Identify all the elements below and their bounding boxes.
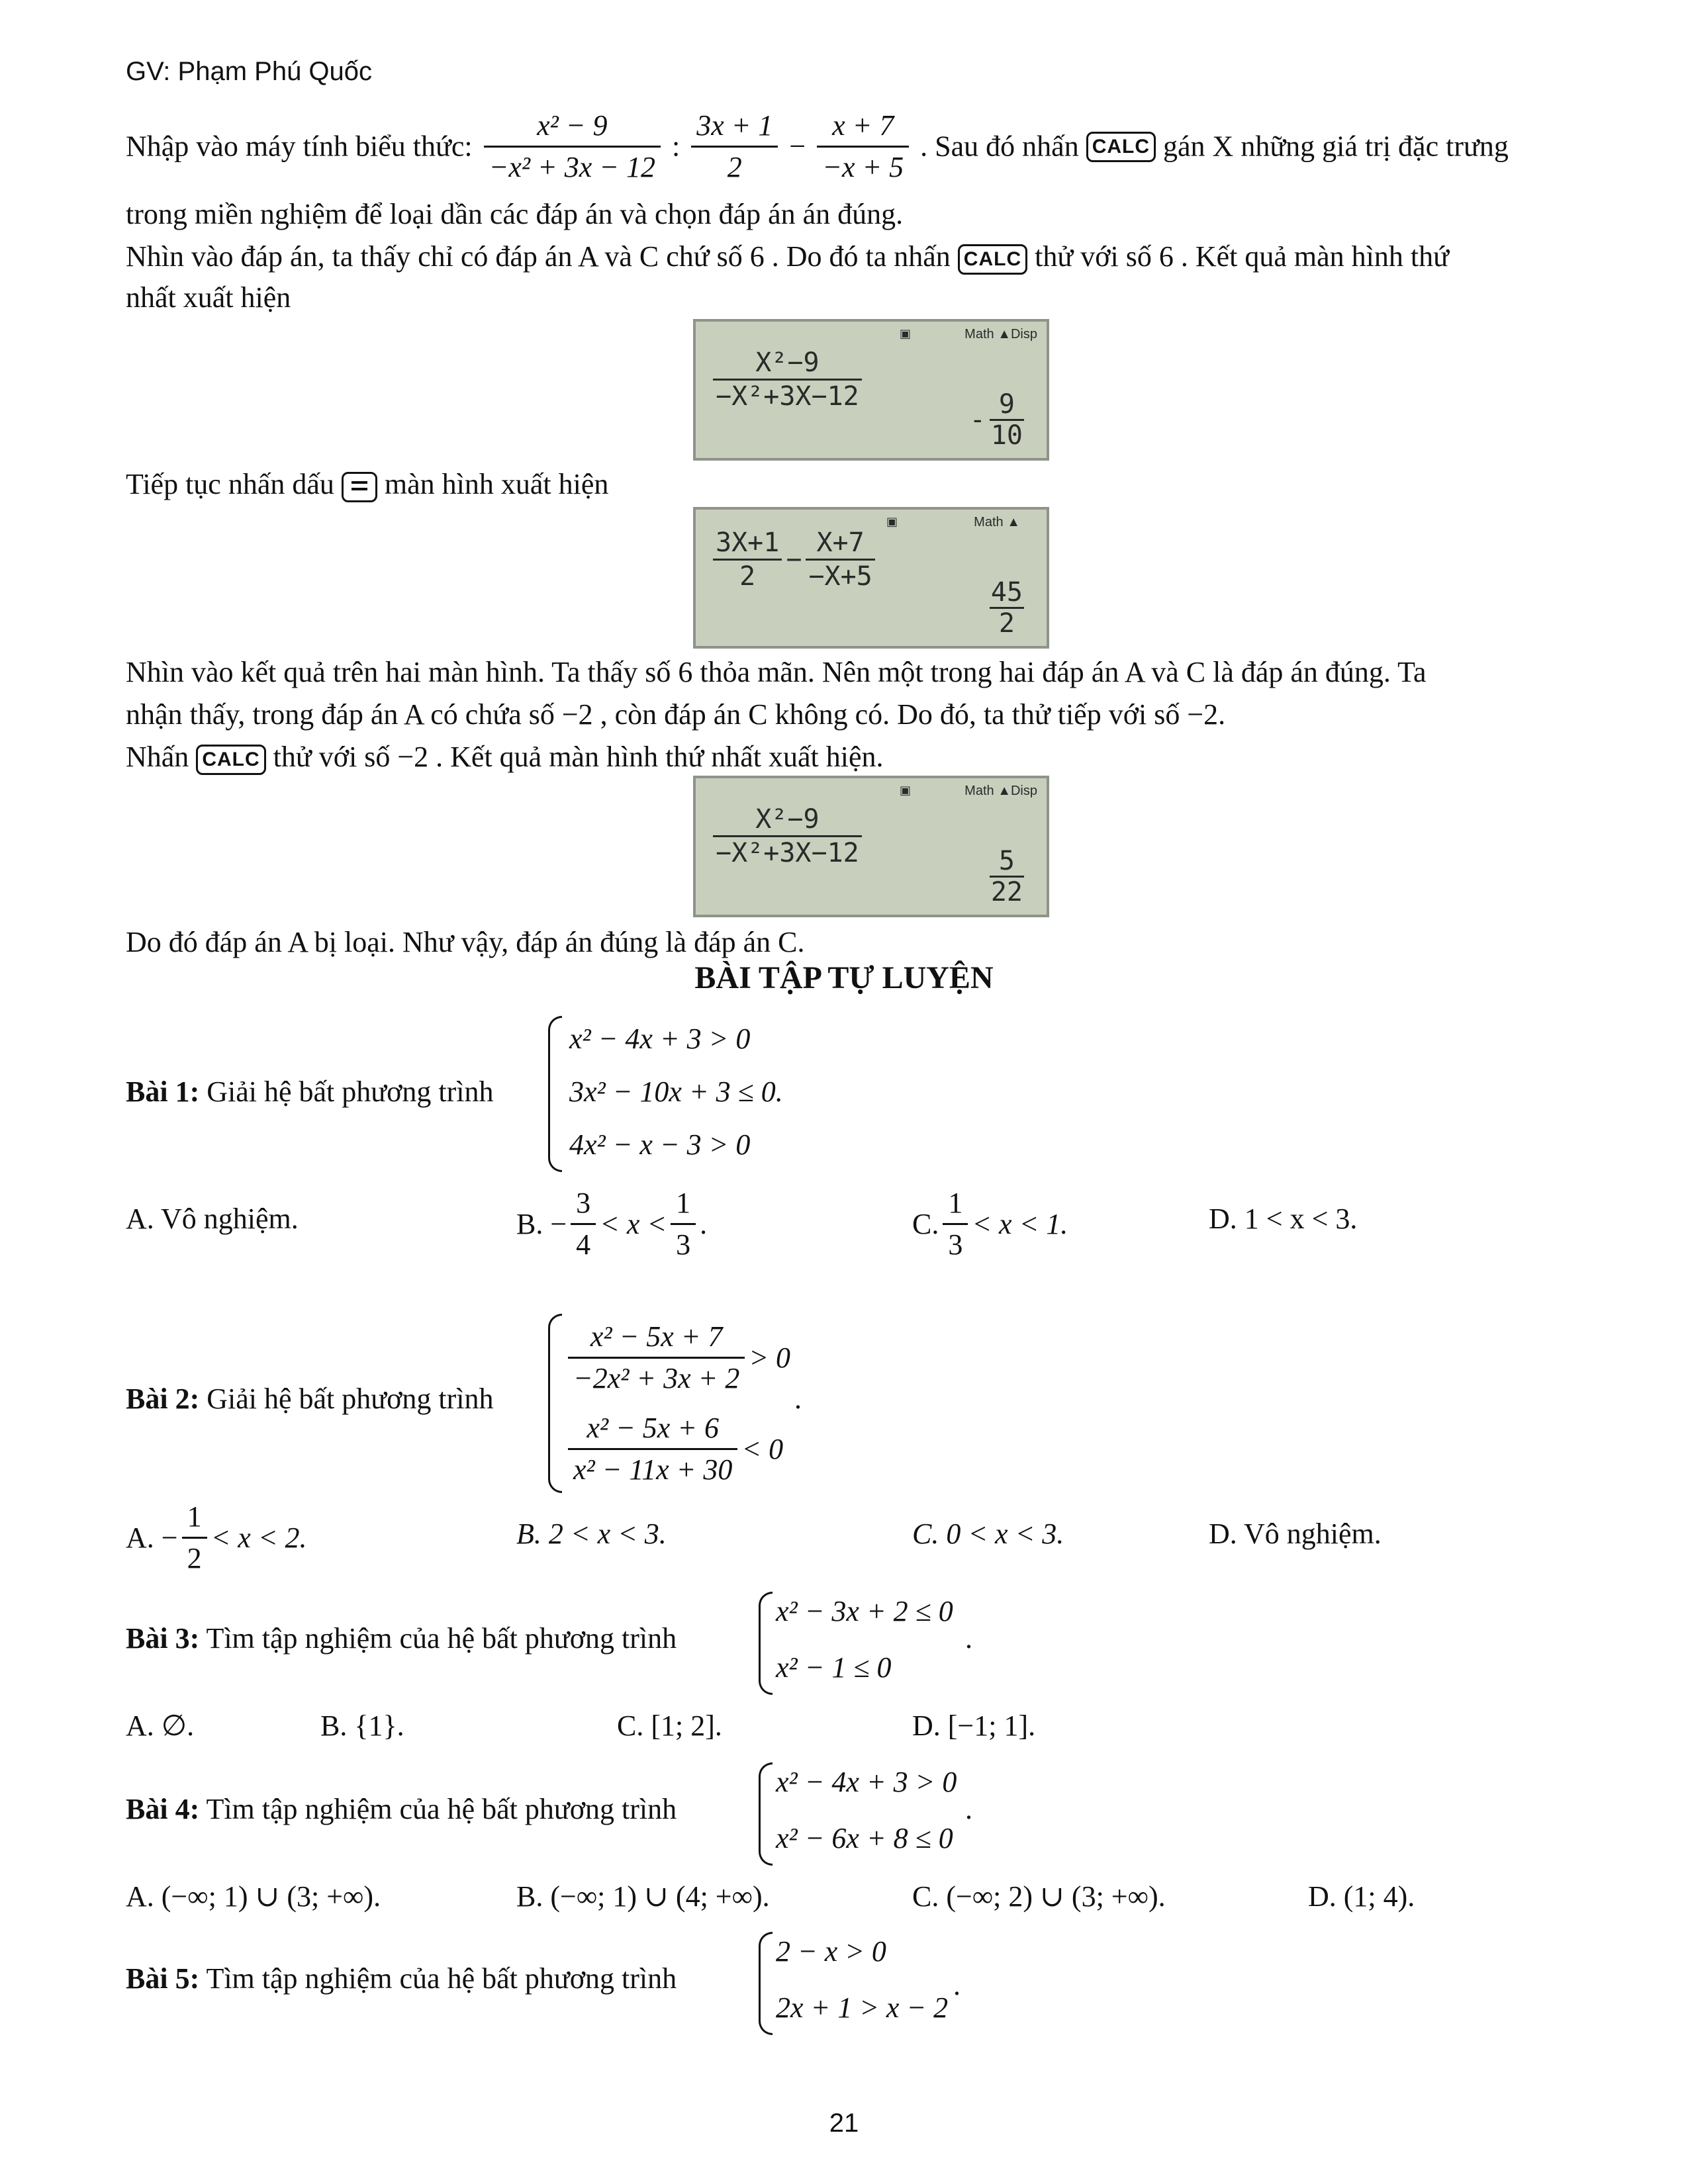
- bai5-brace: [759, 1932, 773, 2035]
- screen-result-den: 10: [990, 420, 1023, 451]
- calculator-screen-1: [693, 319, 1049, 461]
- screen-indicator-icon: ▣: [899, 327, 911, 340]
- bai2-option-a: [126, 1497, 307, 1578]
- para4-text-a: Nhấn: [126, 741, 189, 773]
- screen-expression: [709, 347, 866, 412]
- bai2-row-2-den: x² − 11x + 30: [573, 1453, 733, 1486]
- screen-result-num: 45: [990, 577, 1023, 608]
- bai1-option-a: A. Vô nghiệm.: [126, 1203, 299, 1235]
- fraction-3: [817, 106, 909, 187]
- bai4-option-d: D. (1; 4).: [1308, 1880, 1415, 1913]
- fraction-1-den: −x² + 3x − 12: [489, 151, 655, 183]
- screen-result-sign: -: [969, 404, 986, 435]
- bai3-label: Bài 3:: [126, 1622, 200, 1655]
- bai1-c-num: 1: [943, 1183, 968, 1225]
- bai5-row-1: 2 − x > 0: [776, 1935, 886, 1968]
- bai3-option-b: B. {1}.: [320, 1709, 404, 1742]
- screen-result: [986, 578, 1028, 638]
- fraction-2-num: 3x + 1: [691, 106, 778, 148]
- screen-den-a: 2: [739, 561, 756, 592]
- calculator-screen-3: [693, 776, 1049, 917]
- bai2-label: Bài 2:: [126, 1383, 200, 1415]
- screen-minus: −: [786, 544, 802, 575]
- para2-text-a: Nhìn vào đáp án, ta thấy chỉ có đáp án A và C chứ số 6 . Do đó ta nhấn: [126, 240, 951, 273]
- bai2-a-frac: [182, 1497, 207, 1578]
- screen-result-fraction: [990, 390, 1024, 450]
- bai2-row-1-frac: [568, 1317, 745, 1398]
- bai1-label: Bài 1:: [126, 1075, 200, 1108]
- screen-result-num: 5: [990, 846, 1024, 878]
- para2-line-2: nhất xuất hiện: [126, 281, 291, 314]
- bai3-option-c: C. [1; 2].: [617, 1709, 722, 1742]
- bai2-row-2-num: x² − 5x + 6: [568, 1408, 737, 1450]
- bai1-c-den: 3: [948, 1228, 963, 1261]
- bai2-a-num: 1: [182, 1497, 207, 1539]
- calculator-screen-2: [693, 507, 1049, 649]
- para4-line-2: nhận thấy, trong đáp án A có chứa số −2 , còn đáp án C không có. Do đó, ta thử tiếp với số −2.: [126, 698, 1226, 731]
- para3-text-a: Tiếp tục nhấn dấu: [126, 468, 334, 500]
- screen-result-fraction: [990, 846, 1024, 907]
- screen-fraction: [713, 347, 862, 412]
- bai1-b-den-2: 3: [676, 1228, 691, 1261]
- bai5-prompt-text: Tìm tập nghiệm của hệ bất phương trình: [206, 1962, 677, 1995]
- fraction-2-den: 2: [727, 151, 742, 183]
- minus-sign: −: [789, 130, 806, 163]
- bai1-row-3: 4x² − x − 3 > 0: [569, 1128, 751, 1161]
- para4-line-3: [126, 737, 884, 777]
- bai2-brace: [548, 1314, 562, 1493]
- bai2-row-1-num: x² − 5x + 7: [568, 1317, 745, 1359]
- screen-den: −X²+3X−12: [716, 381, 859, 412]
- bai1-row-2: 3x² − 10x + 3 ≤ 0.: [569, 1075, 783, 1108]
- bai3-prompt-text: Tìm tập nghiệm của hệ bất phương trình: [206, 1622, 677, 1655]
- bai3-prompt: [126, 1619, 677, 1659]
- bai1-b-mid: < x <: [600, 1208, 667, 1240]
- screen-result: [970, 390, 1028, 450]
- bai1-b-frac-2: [671, 1183, 696, 1265]
- bai2-row-2-rel: < 0: [741, 1433, 784, 1465]
- fraction-2: [691, 106, 778, 187]
- bai1-c-end: < x < 1.: [972, 1208, 1068, 1240]
- bai1-b-num-2: 1: [671, 1183, 696, 1225]
- para4-text-b: thử với số −2 . Kết quả màn hình thứ nhất xuất hiện.: [273, 741, 884, 773]
- bai2-row-1-den: −2x² + 3x + 2: [573, 1362, 740, 1394]
- bai1-c-pre: C.: [912, 1208, 939, 1240]
- bai1-b-end: .: [700, 1208, 708, 1240]
- screen-expression: [709, 803, 866, 869]
- bai2-prompt: [126, 1379, 494, 1419]
- bai2-option-d: D. Vô nghiệm.: [1209, 1518, 1382, 1550]
- fraction-1: [484, 106, 661, 187]
- bai3-row-2: x² − 1 ≤ 0: [776, 1651, 892, 1684]
- bai2-option-c: C. 0 < x < 3.: [912, 1518, 1064, 1550]
- para2-line-1: [126, 237, 1449, 277]
- page-header: GV: Phạm Phú Quốc: [126, 57, 373, 86]
- bai1-b-frac-1: [571, 1183, 596, 1265]
- bai5-row-2: 2x + 1 > x − 2: [776, 1991, 949, 2024]
- bai3-option-d: D. [−1; 1].: [912, 1709, 1036, 1742]
- para3-line: [126, 465, 608, 504]
- page-number: 21: [829, 2109, 859, 2138]
- intro-expression-line: [126, 106, 1509, 187]
- fraction-3-num: x + 7: [817, 106, 909, 148]
- fraction-3-den: −x + 5: [822, 151, 904, 183]
- screen-status: Math ▲Disp: [964, 327, 1037, 341]
- screen-fraction: [713, 803, 862, 869]
- screen-indicator-icon: ▣: [899, 784, 911, 797]
- bai4-option-c: C. (−∞; 2) ∪ (3; +∞).: [912, 1880, 1166, 1913]
- intro-after: . Sau đó nhấn: [920, 130, 1079, 163]
- screen-num-a: 3X+1: [713, 527, 782, 561]
- screen-result-num: 9: [990, 390, 1024, 421]
- bai1-option-b: [516, 1183, 707, 1265]
- bai3-brace: [759, 1592, 773, 1695]
- bai3-dot: .: [965, 1622, 972, 1655]
- conclusion: Do đó đáp án A bị loại. Như vậy, đáp án đúng là đáp án C.: [126, 926, 805, 958]
- screen-num-b: X+7: [806, 527, 874, 561]
- bai5-dot: .: [953, 1969, 961, 2001]
- bai2-row-1: [568, 1317, 790, 1398]
- bai3-row-1: x² − 3x + 2 ≤ 0: [776, 1595, 953, 1627]
- screen-result: [986, 846, 1028, 907]
- bai4-option-b: B. (−∞; 1) ∪ (4; +∞).: [516, 1880, 770, 1913]
- intro-tail: gán X những giá trị đặc trưng: [1163, 130, 1509, 163]
- bai1-b-num-1: 3: [571, 1183, 596, 1225]
- bai4-row-1: x² − 4x + 3 > 0: [776, 1766, 957, 1798]
- screen-result-den: 22: [990, 877, 1023, 907]
- bai2-row-2: [568, 1408, 783, 1490]
- bai4-label: Bài 4:: [126, 1793, 200, 1825]
- calc-key-icon: CALC: [958, 244, 1027, 275]
- bai1-option-d: D. 1 < x < 3.: [1209, 1203, 1358, 1235]
- bai2-row-1-rel: > 0: [749, 1342, 791, 1374]
- bai1-b-pre: B. −: [516, 1208, 567, 1240]
- bai2-row-2-frac: [568, 1408, 737, 1490]
- screen-fraction-a: [713, 527, 782, 592]
- para2-text-b: thử với số 6 . Kết quả màn hình thứ: [1035, 240, 1449, 273]
- intro-line-2: trong miền nghiệm để loại dần các đáp án và chọn đáp án án đúng.: [126, 198, 904, 230]
- bai5-prompt: [126, 1959, 677, 1999]
- calc-key-icon: CALC: [196, 745, 265, 775]
- para3-text-b: màn hình xuất hiện: [384, 468, 609, 500]
- screen-status: Math ▲Disp: [964, 784, 1037, 798]
- divide-sign: :: [671, 130, 680, 163]
- screen-result-den: 2: [998, 608, 1015, 639]
- bai1-prompt: [126, 1072, 494, 1112]
- bai1-brace: [548, 1016, 562, 1172]
- bai4-prompt-text: Tìm tập nghiệm của hệ bất phương trình: [206, 1793, 677, 1825]
- screen-num: X²−9: [713, 803, 862, 837]
- screen-result-fraction: [990, 578, 1024, 638]
- fraction-1-num: x² − 9: [484, 106, 661, 148]
- screen-status: Math ▲: [974, 515, 1020, 529]
- bai2-a-pre: A. −: [126, 1522, 178, 1554]
- bai4-dot: .: [965, 1793, 972, 1825]
- screen-num: X²−9: [713, 347, 862, 381]
- equals-key-icon: [342, 472, 377, 502]
- bai4-prompt: [126, 1790, 677, 1829]
- screen-fraction-b: [806, 527, 874, 592]
- bai4-row-2: x² − 6x + 8 ≤ 0: [776, 1822, 953, 1854]
- bai1-row-1: x² − 4x + 3 > 0: [569, 1023, 751, 1055]
- bai2-option-b: B. 2 < x < 3.: [516, 1518, 667, 1550]
- bai4-option-a: A. (−∞; 1) ∪ (3; +∞).: [126, 1880, 381, 1913]
- bai5-label: Bài 5:: [126, 1962, 200, 1995]
- bai4-brace: [759, 1762, 773, 1866]
- section-title: BÀI TẬP TỰ LUYỆN: [694, 960, 994, 995]
- screen-expression: [709, 527, 879, 592]
- bai2-a-den: 2: [187, 1542, 202, 1574]
- bai2-a-end: < x < 2.: [211, 1522, 307, 1554]
- intro-prefix: Nhập vào máy tính biểu thức:: [126, 130, 473, 163]
- screen-den: −X²+3X−12: [716, 838, 859, 868]
- screen-den-b: −X+5: [808, 561, 872, 592]
- bai2-prompt-text: Giải hệ bất phương trình: [207, 1383, 494, 1415]
- bai2-dot: .: [794, 1383, 802, 1415]
- para4-line-1: Nhìn vào kết quả trên hai màn hình. Ta thấy số 6 thỏa mãn. Nên một trong hai đáp án A và C là đáp án đúng. Ta: [126, 656, 1427, 688]
- calc-key-icon: CALC: [1086, 132, 1156, 162]
- bai1-c-frac: [943, 1183, 968, 1265]
- screen-indicator-icon: ▣: [886, 515, 898, 528]
- bai1-prompt-text: Giải hệ bất phương trình: [207, 1075, 494, 1108]
- bai1-option-c: [912, 1183, 1068, 1265]
- bai3-option-a: A. ∅.: [126, 1709, 195, 1742]
- bai1-b-den-1: 4: [576, 1228, 591, 1261]
